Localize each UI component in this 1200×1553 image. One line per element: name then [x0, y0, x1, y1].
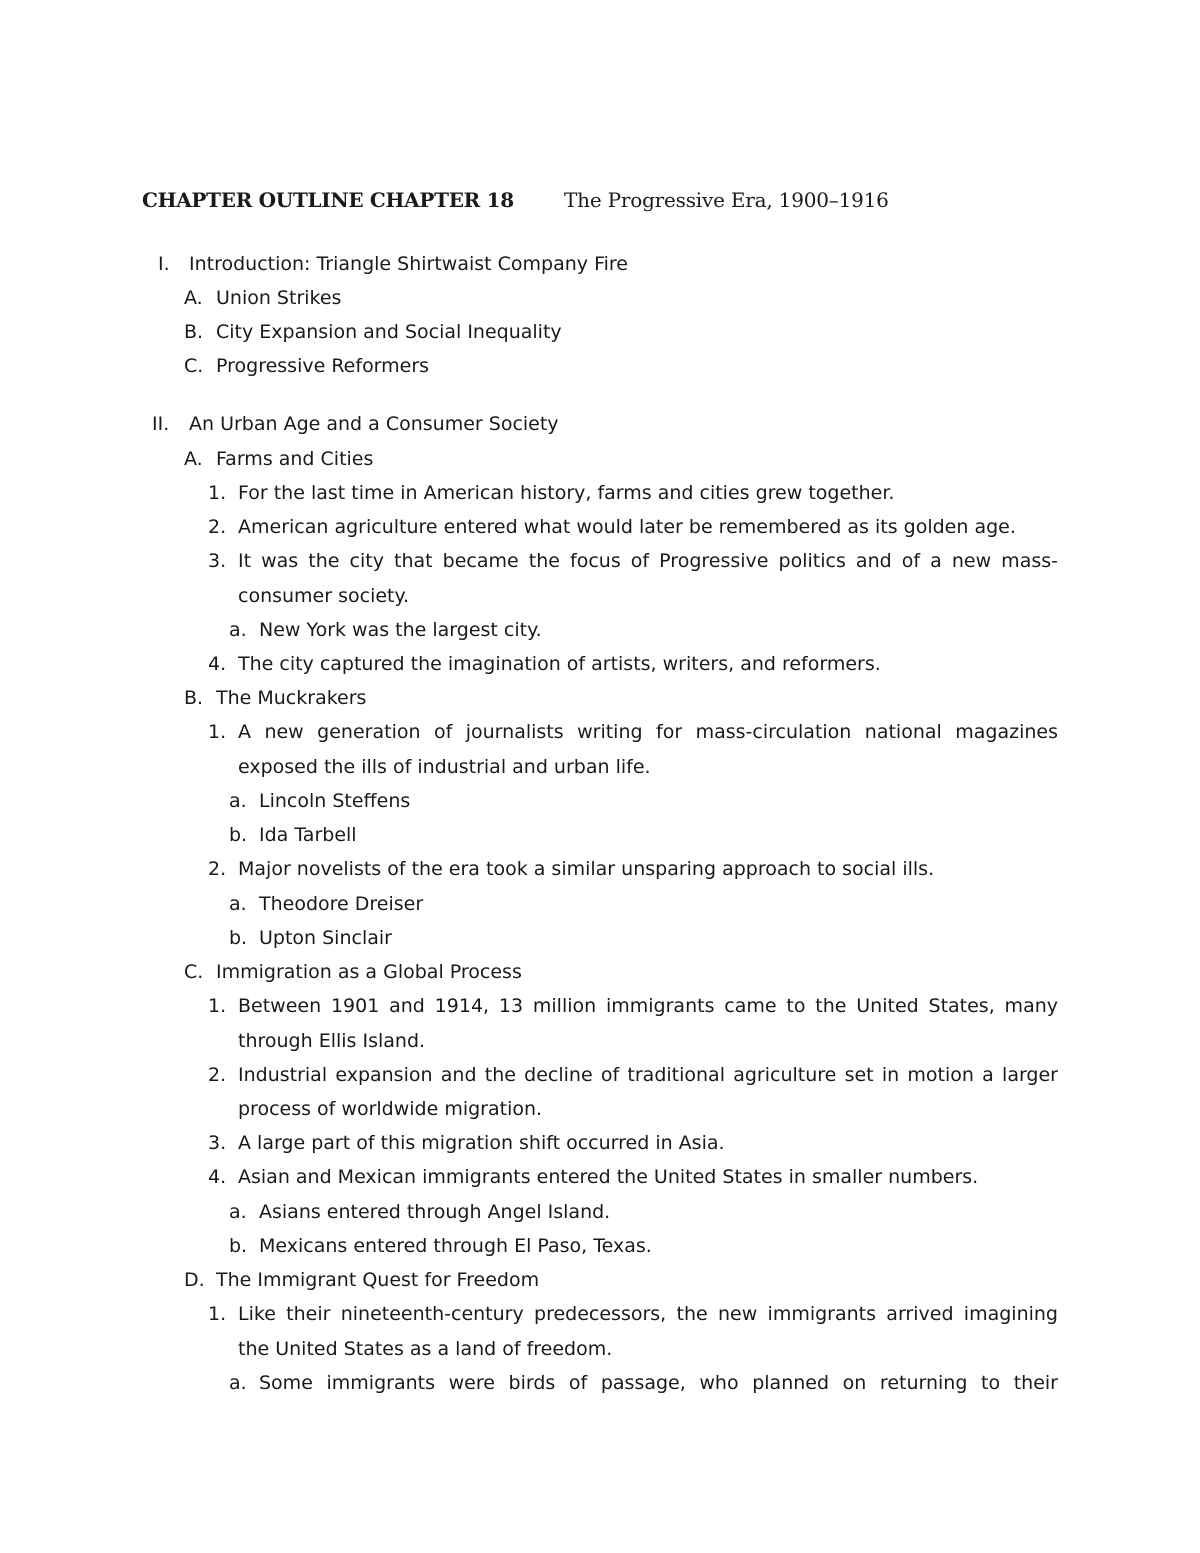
letter-marker: A. — [184, 448, 203, 470]
alpha-marker: a. — [229, 893, 247, 915]
number-marker: 2. — [208, 858, 227, 880]
item-text: Immigration as a Global Process — [216, 961, 522, 983]
number-marker: 2. — [208, 516, 227, 538]
number-marker: 1. — [208, 482, 227, 504]
number-marker: 4. — [208, 653, 227, 675]
item-text: Farms and Cities — [216, 448, 374, 470]
section-title: An Urban Age and a Consumer Society — [189, 413, 559, 435]
item-text: Mexicans entered through El Paso, Texas. — [259, 1235, 652, 1257]
item-text: through Ellis Island. — [238, 1030, 426, 1052]
item-text: exposed the ills of industrial and urban life. — [238, 756, 651, 778]
letter-marker: C. — [184, 355, 204, 377]
item-text: New York was the largest city. — [259, 619, 542, 641]
item-text: It was the city that became the focus of Progressive politics and of a new mass- — [238, 550, 1058, 572]
item-text: Some immigrants were birds of passage, who planned on returning to their — [259, 1372, 1058, 1394]
letter-marker: C. — [184, 961, 204, 983]
alpha-marker: a. — [229, 790, 247, 812]
chapter-heading-title: CHAPTER OUTLINE CHAPTER 18 — [142, 188, 514, 212]
chapter-heading — [142, 188, 889, 212]
number-marker: 3. — [208, 550, 227, 572]
item-text: process of worldwide migration. — [238, 1098, 543, 1120]
letter-marker: D. — [184, 1269, 205, 1291]
item-text: Like their nineteenth-century predecessors, the new immigrants arrived imagining — [238, 1303, 1058, 1325]
alpha-marker: b. — [229, 1235, 248, 1257]
item-text: Asians entered through Angel Island. — [259, 1201, 611, 1223]
section-title: Introduction: Triangle Shirtwaist Company Fire — [189, 253, 628, 275]
item-text: The city captured the imagination of artists, writers, and reformers. — [238, 653, 881, 675]
alpha-marker: b. — [229, 824, 248, 846]
number-marker: 4. — [208, 1166, 227, 1188]
item-text: Upton Sinclair — [259, 927, 392, 949]
number-marker: 2. — [208, 1064, 227, 1086]
item-text: Major novelists of the era took a similar unsparing approach to social ills. — [238, 858, 935, 880]
letter-marker: B. — [184, 321, 204, 343]
item-text: Asian and Mexican immigrants entered the United States in smaller numbers. — [238, 1166, 979, 1188]
item-text: Theodore Dreiser — [259, 893, 424, 915]
alpha-marker: a. — [229, 1372, 247, 1394]
letter-marker: B. — [184, 687, 204, 709]
item-text: A new generation of journalists writing for mass-circulation national magazines — [238, 721, 1058, 743]
item-text: American agriculture entered what would later be remembered as its golden age. — [238, 516, 1016, 538]
roman-numeral: I. — [158, 253, 170, 275]
item-text: Lincoln Steffens — [259, 790, 411, 812]
alpha-marker: a. — [229, 1201, 247, 1223]
number-marker: 3. — [208, 1132, 227, 1154]
item-text: The Muckrakers — [216, 687, 367, 709]
item-text: City Expansion and Social Inequality — [216, 321, 562, 343]
item-text: For the last time in American history, farms and cities grew together. — [238, 482, 895, 504]
item-text: Union Strikes — [216, 287, 342, 309]
item-text: the United States as a land of freedom. — [238, 1338, 613, 1360]
item-text: The Immigrant Quest for Freedom — [216, 1269, 540, 1291]
item-text: Industrial expansion and the decline of traditional agriculture set in motion a larger — [238, 1064, 1058, 1086]
item-text: A large part of this migration shift occurred in Asia. — [238, 1132, 725, 1154]
number-marker: 1. — [208, 1303, 227, 1325]
chapter-heading-subtitle: The Progressive Era, 1900–1916 — [564, 188, 889, 212]
item-text: consumer society. — [238, 585, 410, 607]
item-text: Between 1901 and 1914, 13 million immigrants came to the United States, many — [238, 995, 1058, 1017]
number-marker: 1. — [208, 721, 227, 743]
roman-numeral: II. — [152, 413, 170, 435]
alpha-marker: b. — [229, 927, 248, 949]
alpha-marker: a. — [229, 619, 247, 641]
letter-marker: A. — [184, 287, 203, 309]
item-text: Progressive Reformers — [216, 355, 430, 377]
item-text: Ida Tarbell — [259, 824, 357, 846]
number-marker: 1. — [208, 995, 227, 1017]
